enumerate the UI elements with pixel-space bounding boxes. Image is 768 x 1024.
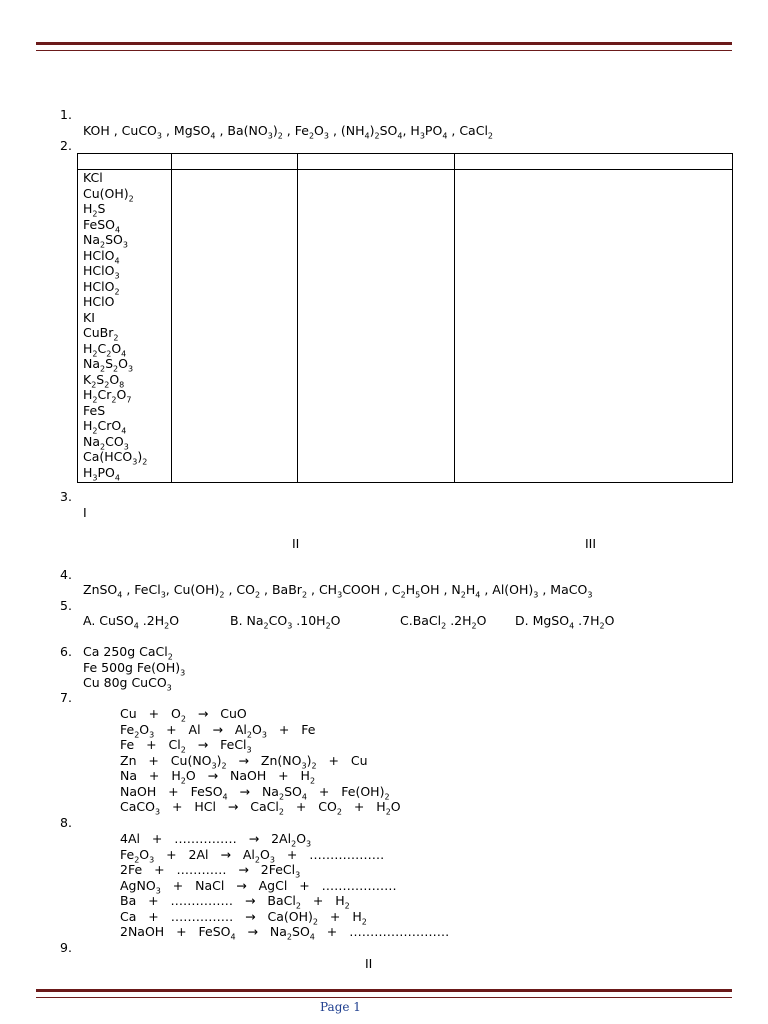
q9-number: 9.: [60, 940, 72, 955]
q8-equation: 2Fe + ………… → 2FeCl$_3$: [120, 862, 301, 880]
q8-equation: AgNO$_3$ + NaCl → AgCl + ………………: [120, 877, 397, 895]
formula-item: $H_3PO_4$: [83, 464, 120, 482]
q4-number: 4.: [60, 567, 72, 582]
q7-equation: NaOH + FeSO$_4$ → $Na_2SO_4 + Fe(OH)_2$: [120, 783, 390, 801]
q6-item-3: Cu 80g CuCO$_3$: [83, 675, 172, 693]
table-header-formula: [78, 154, 172, 170]
q7-equation: CaCO$_3$ + HCl → CaCl$_2$ + $CO_2 + H_2O$: [120, 799, 401, 817]
q6-item-1: Ca 250g CaCl$_2$: [83, 644, 173, 662]
q7-equation: $Na + H_2O$ → NaOH + $H_2$: [120, 768, 316, 786]
answer-cell-type[interactable]: [298, 170, 455, 483]
q8-equation: 2NaOH + FeSO$_4$ → $Na_2SO_4$ + ……………………: [120, 924, 450, 942]
q6-item-2: Fe 500g $Fe(OH)_3$: [83, 660, 186, 678]
q3-option-9: III: [585, 536, 597, 551]
q7-equation: $Fe_2O_3 + Al \to Al_2O_3 + Fe$: [120, 721, 316, 739]
page-number: Page 1: [320, 1000, 361, 1014]
formula-item: HClO: [83, 294, 115, 309]
q3-number: 3.: [60, 489, 72, 504]
q5-option-d[interactable]: D. MgSO$_4$ $.7H_2O$: [515, 613, 615, 631]
formula-item: FeSO$_4$: [83, 216, 121, 234]
formula-item: $Na_2S_2O_3$: [83, 356, 134, 374]
table-header-4: [455, 154, 733, 170]
formula-item: HClO$_3$: [83, 263, 120, 281]
formula-item: CuBr$_2$: [83, 325, 119, 343]
q7-equation: $Zn + Cu(NO_3)_2 \to Zn(NO_3)_2 + Cu$: [120, 752, 368, 770]
formula-item: KI: [83, 309, 95, 325]
formula-item: $Na_2CO_3$: [83, 433, 129, 451]
footer-rule: [36, 989, 732, 998]
q5-option-a[interactable]: A. CuSO$_4$ $.2H_2O$: [83, 613, 180, 631]
q8-equation: Ba + …………… → BaCl$_2$ + $H_2$: [120, 893, 350, 911]
formula-item: $K_2S_2O_8$: [83, 371, 125, 389]
formula-item: $H_2S$: [83, 201, 106, 219]
q8-equation: $Fe_2O_3 + 2Al \to Al_2O_3$ + ………………: [120, 846, 385, 864]
formula-item: HClO$_4$: [83, 247, 120, 265]
q5-number: 5.: [60, 598, 72, 613]
q9-row1-term3: II: [365, 956, 373, 971]
formula-item: $Na_2SO_3$: [83, 232, 128, 250]
q3-option-1: I: [83, 505, 87, 520]
q5-option-c[interactable]: C.BaCl$_2$ $.2H_2O$: [400, 613, 487, 631]
q8-equation: 4Al + …………… → $2Al_2O_3$: [120, 831, 312, 849]
table-header-2: [172, 154, 298, 170]
formula-item: HClO$_2$: [83, 278, 120, 296]
q8-number: 8.: [60, 815, 72, 830]
formula-item: $Ca(HCO_3)_2$: [83, 449, 148, 467]
q7-number: 7.: [60, 690, 72, 705]
q2-number: 2.: [60, 138, 72, 153]
formula-item: $Cu(OH)_2$: [83, 185, 134, 203]
formula-item: KCl: [83, 170, 103, 185]
q4-formulas: ZnSO$_4$ , FeCl$_3$, $Cu(OH)_2$ , $CO_2$ , BaBr$_2$ , $CH_3COOH$ , $C_2H_5OH$ , $N_2H_4$ , $Al(OH)_3$ , MaCO$_3$: [83, 582, 593, 600]
q1-number: 1.: [60, 107, 72, 122]
formula-item: $H_2C_2O_4$: [83, 340, 127, 358]
compound-table: [77, 153, 733, 483]
table-header-3: [298, 154, 455, 170]
q5-option-b[interactable]: B. $Na_2CO_3$ $.10H_2O$: [230, 613, 341, 631]
formula-column: [78, 170, 172, 483]
answer-cell-name[interactable]: [172, 170, 298, 483]
q8-equation: Ca + …………… → $Ca(OH)_2 + H_2$: [120, 908, 367, 926]
q7-equation: $Fe + Cl_2$ → FeCl$_3$: [120, 737, 252, 755]
answer-cell-other[interactable]: [455, 170, 733, 483]
formula-item: $H_2CrO_4$: [83, 418, 127, 436]
q7-equation: $Cu + O_2$ → CuO: [120, 706, 247, 724]
formula-item: $H_2Cr_2O_7$: [83, 387, 132, 405]
q3-option-7: II: [292, 536, 300, 551]
q6-number: 6.: [60, 644, 72, 659]
q1-formulas: KOH , CuCO$_3$ , MgSO$_4$ , $Ba(NO_3)_2$ , $Fe_2O_3$ , $(NH_4)_2SO_4$, $H_3PO_4$ , CaCl$_2$: [83, 123, 494, 141]
formula-item: FeS: [83, 402, 106, 418]
header-rule: [36, 42, 732, 51]
